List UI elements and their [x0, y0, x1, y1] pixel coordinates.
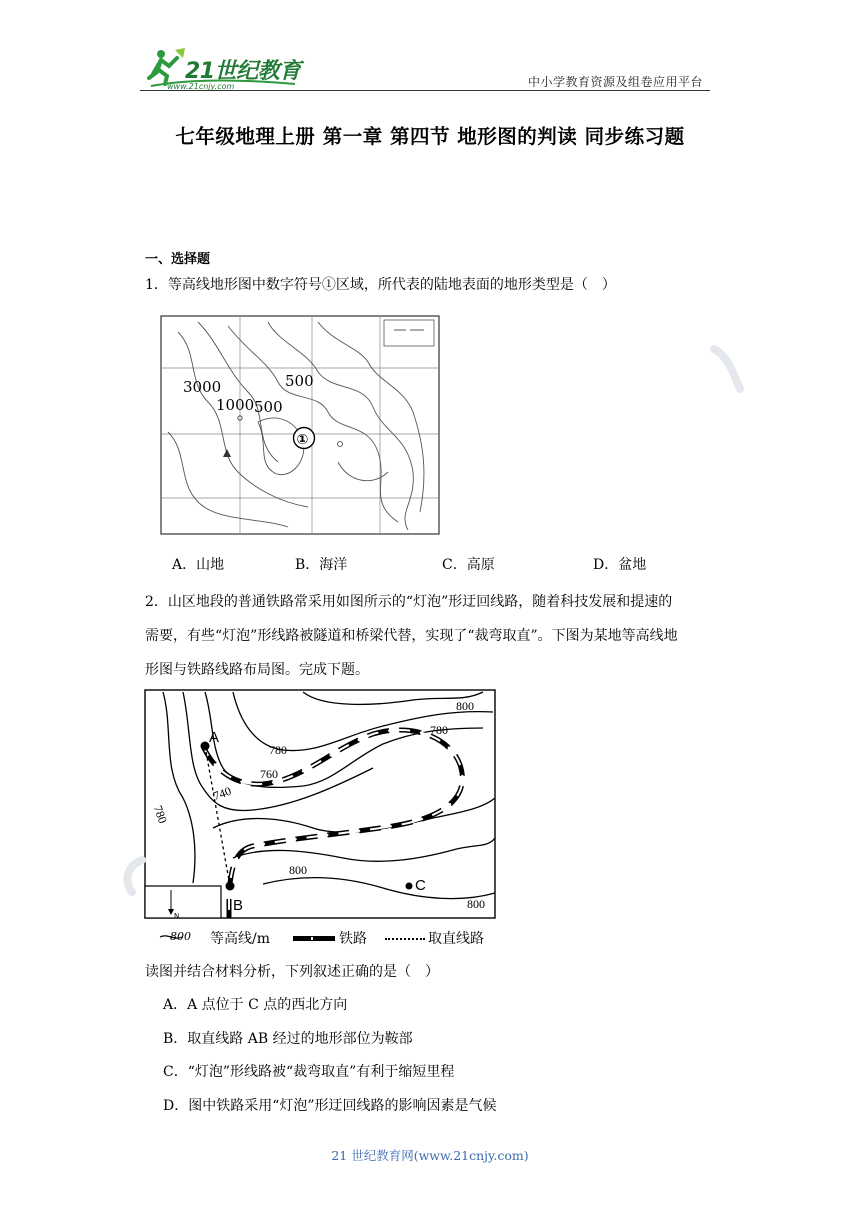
point-b [226, 882, 235, 891]
legend-contour-sample: 800 [170, 930, 191, 943]
watermark-mark-right [706, 345, 746, 395]
legend-straight-label: 取直线路 [428, 931, 484, 947]
q2-option-d[interactable]: D．图中铁路采用“灯泡”形迂回线路的影响因素是气候 [163, 1098, 497, 1114]
contour-label-780-left: 780 [150, 803, 171, 826]
contour-label-800-top: 800 [456, 699, 474, 713]
region-marker-1: ① [296, 432, 309, 448]
header-divider [140, 90, 710, 91]
contour-label-780-right: 780 [430, 723, 448, 737]
question-2-intro [145, 585, 715, 687]
q2-intro-line-2: 需要，有些“灯泡”形线路被隧道和桥梁代替，实现了“裁弯取直”。下图为某地等高线地 [145, 628, 678, 644]
q1-option-b[interactable]: B．海洋 [295, 557, 348, 573]
question-1-options [172, 548, 692, 582]
point-c [406, 883, 413, 890]
watermark-mark-left [118, 856, 148, 896]
brand-logo [145, 44, 315, 92]
north-arrow-label: N [174, 912, 180, 920]
page-footer: 21 世纪教育网(www.21cnjy.com) [331, 1148, 529, 1163]
question-2-railway-map [143, 688, 497, 924]
map-label-500-b: 500 [285, 372, 314, 390]
contour-label-760: 760 [260, 767, 278, 781]
section-heading: 一、选择题 [145, 252, 211, 267]
map-label-3000: 3000 [183, 378, 222, 396]
label-a: A [209, 729, 220, 746]
logo-text: 21世纪教育 [185, 59, 301, 84]
legend-railway-swatch [293, 936, 335, 941]
legend-straight-swatch [385, 938, 425, 940]
contour-label-780-center: 780 [269, 743, 287, 757]
legend-railway-label: 铁路 [339, 931, 367, 947]
q2-intro-line-3: 形图与铁路线路布局图。完成下题。 [145, 662, 369, 678]
platform-label: 中小学教育资源及组卷应用平台 [528, 75, 704, 89]
question-2-stem: 读图并结合材料分析，下列叙述正确的是（ ） [145, 964, 439, 980]
q2-option-a[interactable]: A．A 点位于 C 点的西北方向 [163, 997, 348, 1013]
map-legend [158, 927, 498, 949]
contour-label-800-bottom: 800 [467, 897, 485, 911]
question-1-stem: 1．等高线地形图中数字符号①区域，所代表的陆地表面的地形类型是（ ） [145, 277, 616, 293]
page-title: 七年级地理上册 第一章 第四节 地形图的判读 同步练习题 [175, 125, 685, 148]
q2-intro-line-1: 2．山区地段的普通铁路常采用如图所示的“灯泡”形迂回线路，随着科技发展和提速的 [145, 594, 673, 610]
q1-option-a[interactable]: A．山地 [172, 557, 225, 573]
map-label-500-a: 500 [254, 398, 283, 416]
q1-option-d[interactable]: D．盆地 [593, 557, 647, 573]
q1-option-c[interactable]: C．高原 [442, 557, 495, 573]
logo-url: www.21cnjy.com [167, 82, 235, 91]
label-b: B [233, 897, 244, 914]
contour-label-740: 740 [211, 783, 234, 804]
legend-contour-label: 等高线/m [210, 931, 270, 947]
map-label-1000: 1000 [216, 396, 255, 414]
q2-option-c[interactable]: C．“灯泡”形线路被“裁弯取直”有利于缩短里程 [163, 1064, 455, 1080]
label-c: C [415, 877, 426, 894]
q2-option-b[interactable]: B．取直线路 AB 经过的地形部位为鞍部 [163, 1031, 413, 1047]
question-1-contour-map [158, 312, 442, 542]
contour-label-800-middle: 800 [289, 863, 307, 877]
